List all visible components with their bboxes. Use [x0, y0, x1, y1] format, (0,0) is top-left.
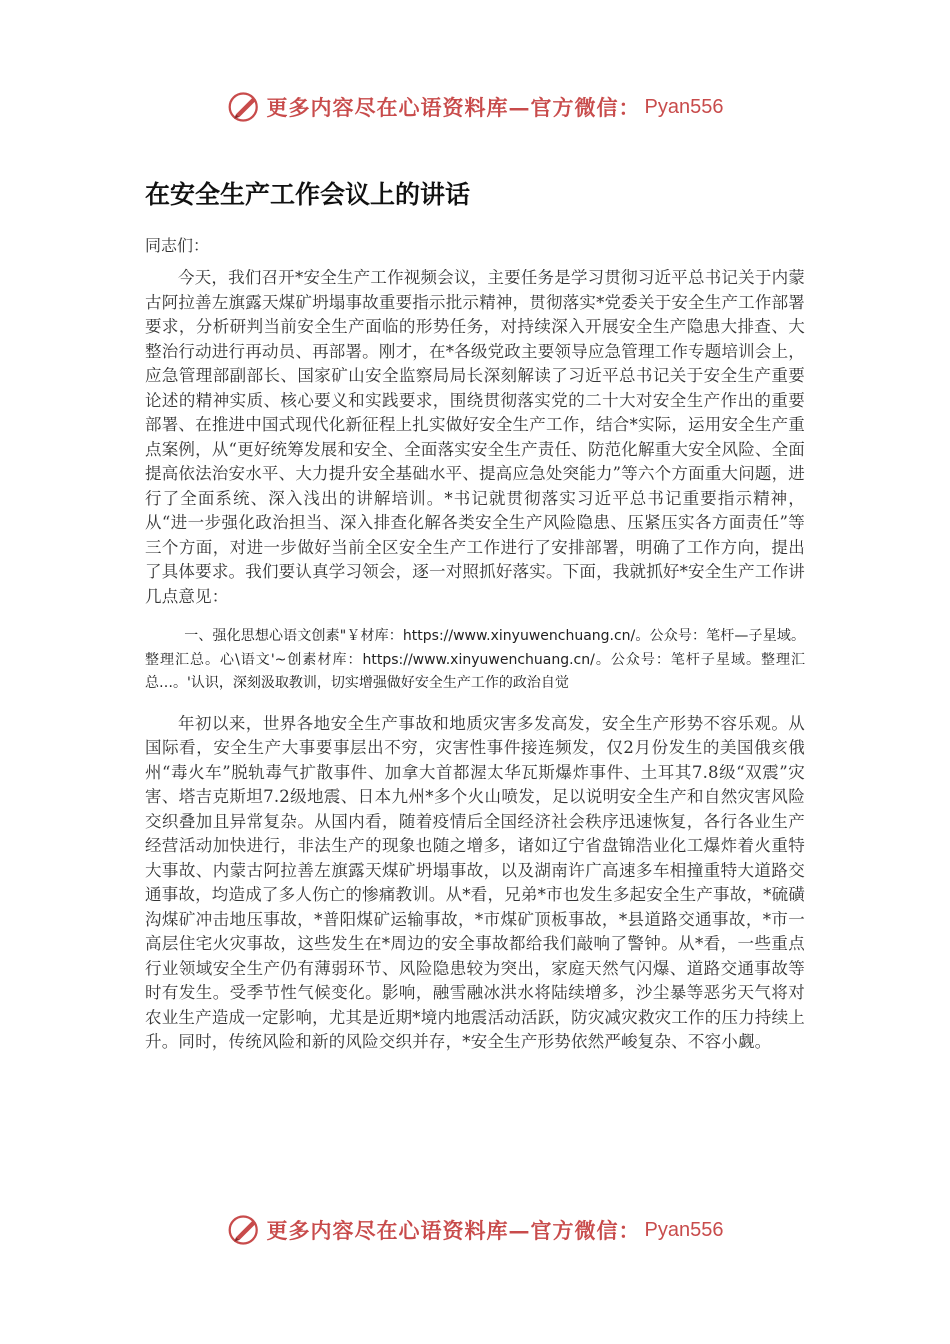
wechat-id: Pyan556	[644, 1218, 724, 1241]
banner-text: 更多内容尽在心语资料库—官方微信：	[266, 1218, 641, 1243]
header-banner	[0, 82, 950, 132]
pen-logo-icon	[227, 89, 263, 125]
section-heading: 一、强化思想心语文创素"￥材库：https://www.xinyuwenchuang.cn/。公众号：笔杆—子星域。整理汇总。心\语文'~创素材库：https://www.xinyuwenchuang.cn/。公众号：笔杆子星域。整理汇总…。'认识，深刻汲取教训，切实增强做好安全生产工作的政治自觉	[145, 628, 805, 691]
greeting: 同志们：	[145, 236, 210, 255]
document-title: 在安全生产工作会议上的讲话	[145, 180, 471, 209]
document-body	[145, 175, 805, 1055]
pen-logo-icon	[227, 1212, 263, 1248]
paragraph: 年初以来，世界各地安全生产事故和地质灾害多发高发，安全生产形势不容乐观。从国际看，安全生产大事要事层出不穷，灾害性事件接连频发，仅2月份发生的美国俄亥俄州“毒火车”脱轨毒气扩散事件、加拿大首都渥太华瓦斯爆炸事件、土耳其7.8级“双震”灾害、塔吉克斯坦7.2级地震、日本九州*多个火山喷发，足以说明安全生产和自然灾害风险交织叠加且异常复杂。从国内看，随着疫情后全国经济社会秩序迅速恢复，各行各业生产经营活动加快进行，非法生产的现象也随之增多，诸如辽宁省盘锦浩业化工爆炸着火重特大事故、内蒙古阿拉善左旗露天煤矿坍塌事故，以及湖南许广高速多车相撞重特大道路交通事故，均造成了多人伤亡的惨痛教训。从*看，兄弟*市也发生多起安全生产事故，*硫磺沟煤矿冲击地压事故，*普阳煤矿运输事故，*市煤矿顶板事故，*县道路交通事故，*市一高层住宅火灾事故，这些发生在*周边的安全事故都给我们敲响了警钟。从*看，一些重点行业领域安全生产仍有薄弱环节、风险隐患较为突出，家庭天然气闪爆、道路交通事故等时有发生。受季节性气候变化。影响，融雪融冰洪水将陆续增多，沙尘暴等恶劣天气将对农业生产造成一定影响，尤其是近期*境内地震活动活跃，防灾减灾救灾工作的压力持续上升。同时，传统风险和新的风险交织并存，*安全生产形势依然严峻复杂、不容小觑。	[145, 713, 805, 1051]
wechat-id: Pyan556	[644, 95, 724, 118]
footer-banner	[0, 1205, 950, 1255]
paragraph: 今天，我们召开*安全生产工作视频会议，主要任务是学习贯彻习近平总书记关于内蒙古阿拉善左旗露天煤矿坍塌事故重要指示批示精神，贯彻落实*党委关于安全生产工作部署要求，分析研判当前安全生产面临的形势任务，对持续深入开展安全生产隐患大排查、大整治行动进行再动员、再部署。刚才，在*各级党政主要领导应急管理工作专题培训会上，应急管理部副部长、国家矿山安全监察局局长深刻解读了习近平总书记关于安全生产重要论述的精神实质、核心要义和实践要求，围绕贯彻落实党的二十大对安全生产作出的重要部署、在推进中国式现代化新征程上扎实做好安全生产工作，结合*实际，运用安全生产重点案例，从“更好统筹发展和安全、全面落实安全生产责任、防范化解重大安全风险、全面提高依法治安水平、大力提升安全基础水平、提高应急处突能力”等六个方面重大问题，进行了全面系统、深入浅出的讲解培训。*书记就贯彻落实习近平总书记重要指示精神，从“进一步强化政治担当、深入排查化解各类安全生产风险隐患、压紧压实各方面责任”等三个方面，对进一步做好当前全区安全生产工作进行了安排部署，明确了工作方向，提出了具体要求。我们要认真学习领会，逐一对照抓好落实。下面，我就抓好*安全生产工作讲几点意见：	[145, 268, 805, 606]
banner-text: 更多内容尽在心语资料库—官方微信：	[266, 95, 641, 120]
